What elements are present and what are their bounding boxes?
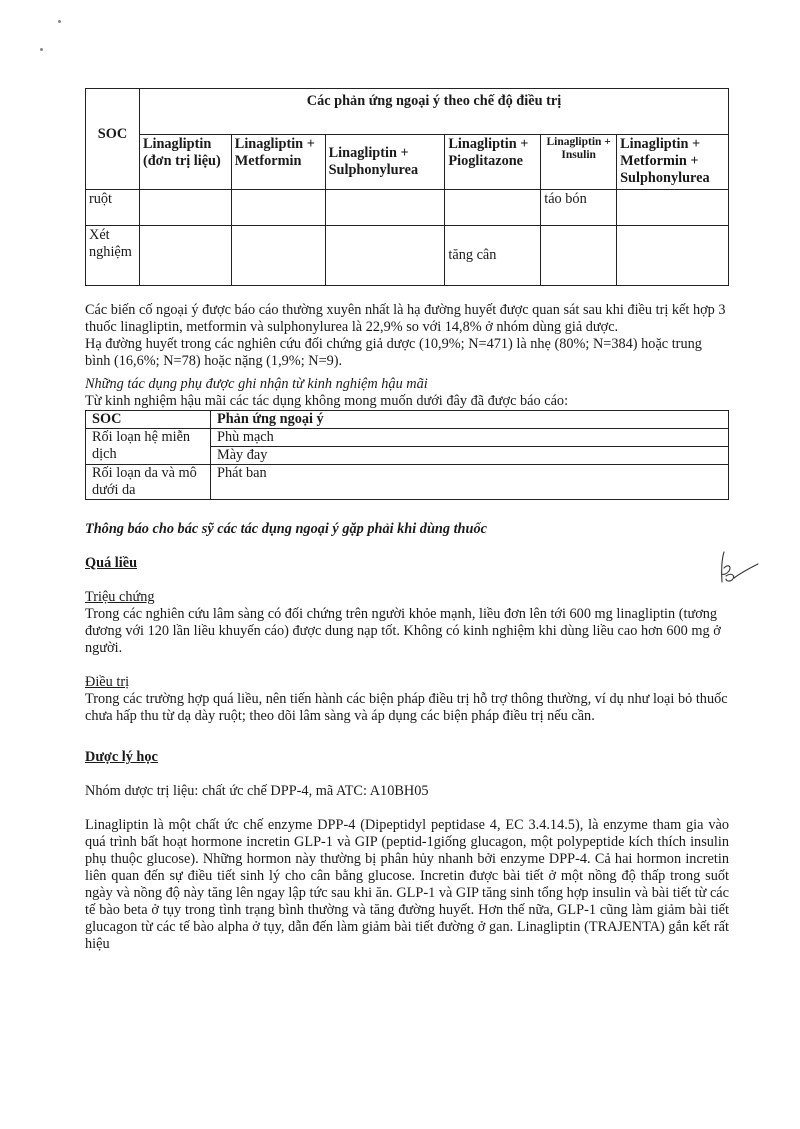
scan-dot [40,48,43,51]
soc-header: SOC [86,89,140,190]
table-cell [325,225,445,285]
paragraph: Hạ đường huyết trong các nghiên cứu đối chứng giả dược (10,9%; N=471) là nhẹ (80%; N=384) hoặc trung bình (16,6%; N=78) hoặc nặng (1,9%; N=9). [85,336,702,369]
adverse-reactions-table [85,88,729,286]
table-cell [541,225,617,285]
reaction-header: Phản ứng ngoại ý [211,411,729,429]
soc-cell: Rối loạn hệ miễn dịch [86,429,211,465]
column-header: Linagliptin + Pioglitazone [445,135,541,189]
reaction-cell: Phù mạch [211,429,729,447]
soc-header: SOC [86,411,211,429]
table-cell: táo bón [541,189,617,225]
scan-dot [58,20,61,23]
column-header: Linagliptin + Sulphonylurea [325,135,445,189]
table-cell [325,189,445,225]
overdose-title: Quá liều [85,555,138,571]
table-cell [139,225,231,285]
table-cell [231,189,325,225]
pharmacology-title: Dược lý học [85,749,158,765]
document-page [85,88,729,953]
handwritten-initial [712,548,760,588]
table-cell [139,189,231,225]
table-row [86,189,729,225]
pharmacology-text: Linagliptin là một chất ức chế enzyme DPP-4 (Dipeptidyl peptidase 4, EC 3.4.14.5), là enzyme tham gia vào quá trình bất hoạt hormone incretin GLP-1 và GIP (peptid-1giống glucagon, một polypeptide kích thích insulin phụ thuộc glucose). Những hormon này thường bị phân hủy nhanh bởi enzyme DPP-4. Cả hai hormon incretin liên quan đến sự điều tiết sinh lý cho cân bằng glucose. Incretin được bài tiết ở một nồng độ thấp trong suốt ngày và nồng độ này tăng lên ngay lập tức sau khi ăn. GLP-1 và GIP tăng sinh tổng hợp insulin và bài tiết từ các tế bào beta ở tụy trong tình trạng bình thường và tăng đường huyết. Hơn thế nữa, GLP-1 cũng làm giảm bài tiết glucagon từ các tế bào alpha ở tụy, dẫn đến làm giảm bài tiết đường ở gan. Linagliptin (TRAJENTA) gắn kết rất hiệu [85,817,729,952]
paragraph: Các biến cố ngoại ý được báo cáo thường xuyên nhất là hạ đường huyết được quan sát sau khi điều trị kết hợp 3 thuốc linagliptin, metformin và sulphonylurea là 22,9% so với 14,8% ở nhóm dùng giả dược. [85,302,726,335]
soc-cell: ruột [86,189,140,225]
table-cell [445,189,541,225]
table-row [86,465,729,500]
table-cell [617,189,729,225]
table-cell: tăng cân [445,225,541,285]
soc-cell: Rối loạn da và mô dưới da [86,465,211,500]
postmarket-intro: Từ kinh nghiệm hậu mãi các tác dụng không mong muốn dưới đây đã được báo cáo: [85,393,569,409]
column-header: Linagliptin (đơn trị liệu) [139,135,231,189]
regimen-header: Các phản ứng ngoại ý theo chế độ điều trị [139,89,728,135]
reaction-cell: Phát ban [211,465,729,500]
symptoms-title: Triệu chứng [85,589,155,605]
postmarket-title: Những tác dụng phụ được ghi nhận từ kinh nghiệm hậu mãi [85,376,428,392]
table-cell [231,225,325,285]
column-header: Linagliptin + Insulin [541,135,617,189]
treatment-title: Điều trị [85,674,130,690]
column-header: Linagliptin + Metformin [231,135,325,189]
treatment-text: Trong các trường hợp quá liều, nên tiến hành các biện pháp điều trị hỗ trợ thông thường, ví dụ như loại bỏ thuốc chưa hấp thu từ dạ dày ruột; theo dõi lâm sàng và áp dụng các biện pháp điều trị nếu cần. [85,691,728,724]
reaction-cell: Mày đay [211,447,729,465]
column-header: Linagliptin + Metformin + Sulphonylurea [617,135,729,189]
soc-cell: Xét nghiệm [86,225,140,285]
notify-heading: Thông báo cho bác sỹ các tác dụng ngoại ý gặp phải khi dùng thuốc [85,521,487,537]
table-cell [617,225,729,285]
table-row [86,225,729,285]
symptoms-text: Trong các nghiên cứu lâm sàng có đối chứng trên người khỏe mạnh, liều đơn lên tới 600 mg linagliptin (tương đương với 120 lần liều khuyến cáo) được dung nạp tốt. Không có kinh nghiệm khi dùng liều cao hơn 600 mg ở người. [85,606,721,656]
table-row [86,429,729,447]
pharmacology-group: Nhóm dược trị liệu: chất ức chế DPP-4, mã ATC: A10BH05 [85,783,429,799]
postmarket-table [85,410,729,500]
